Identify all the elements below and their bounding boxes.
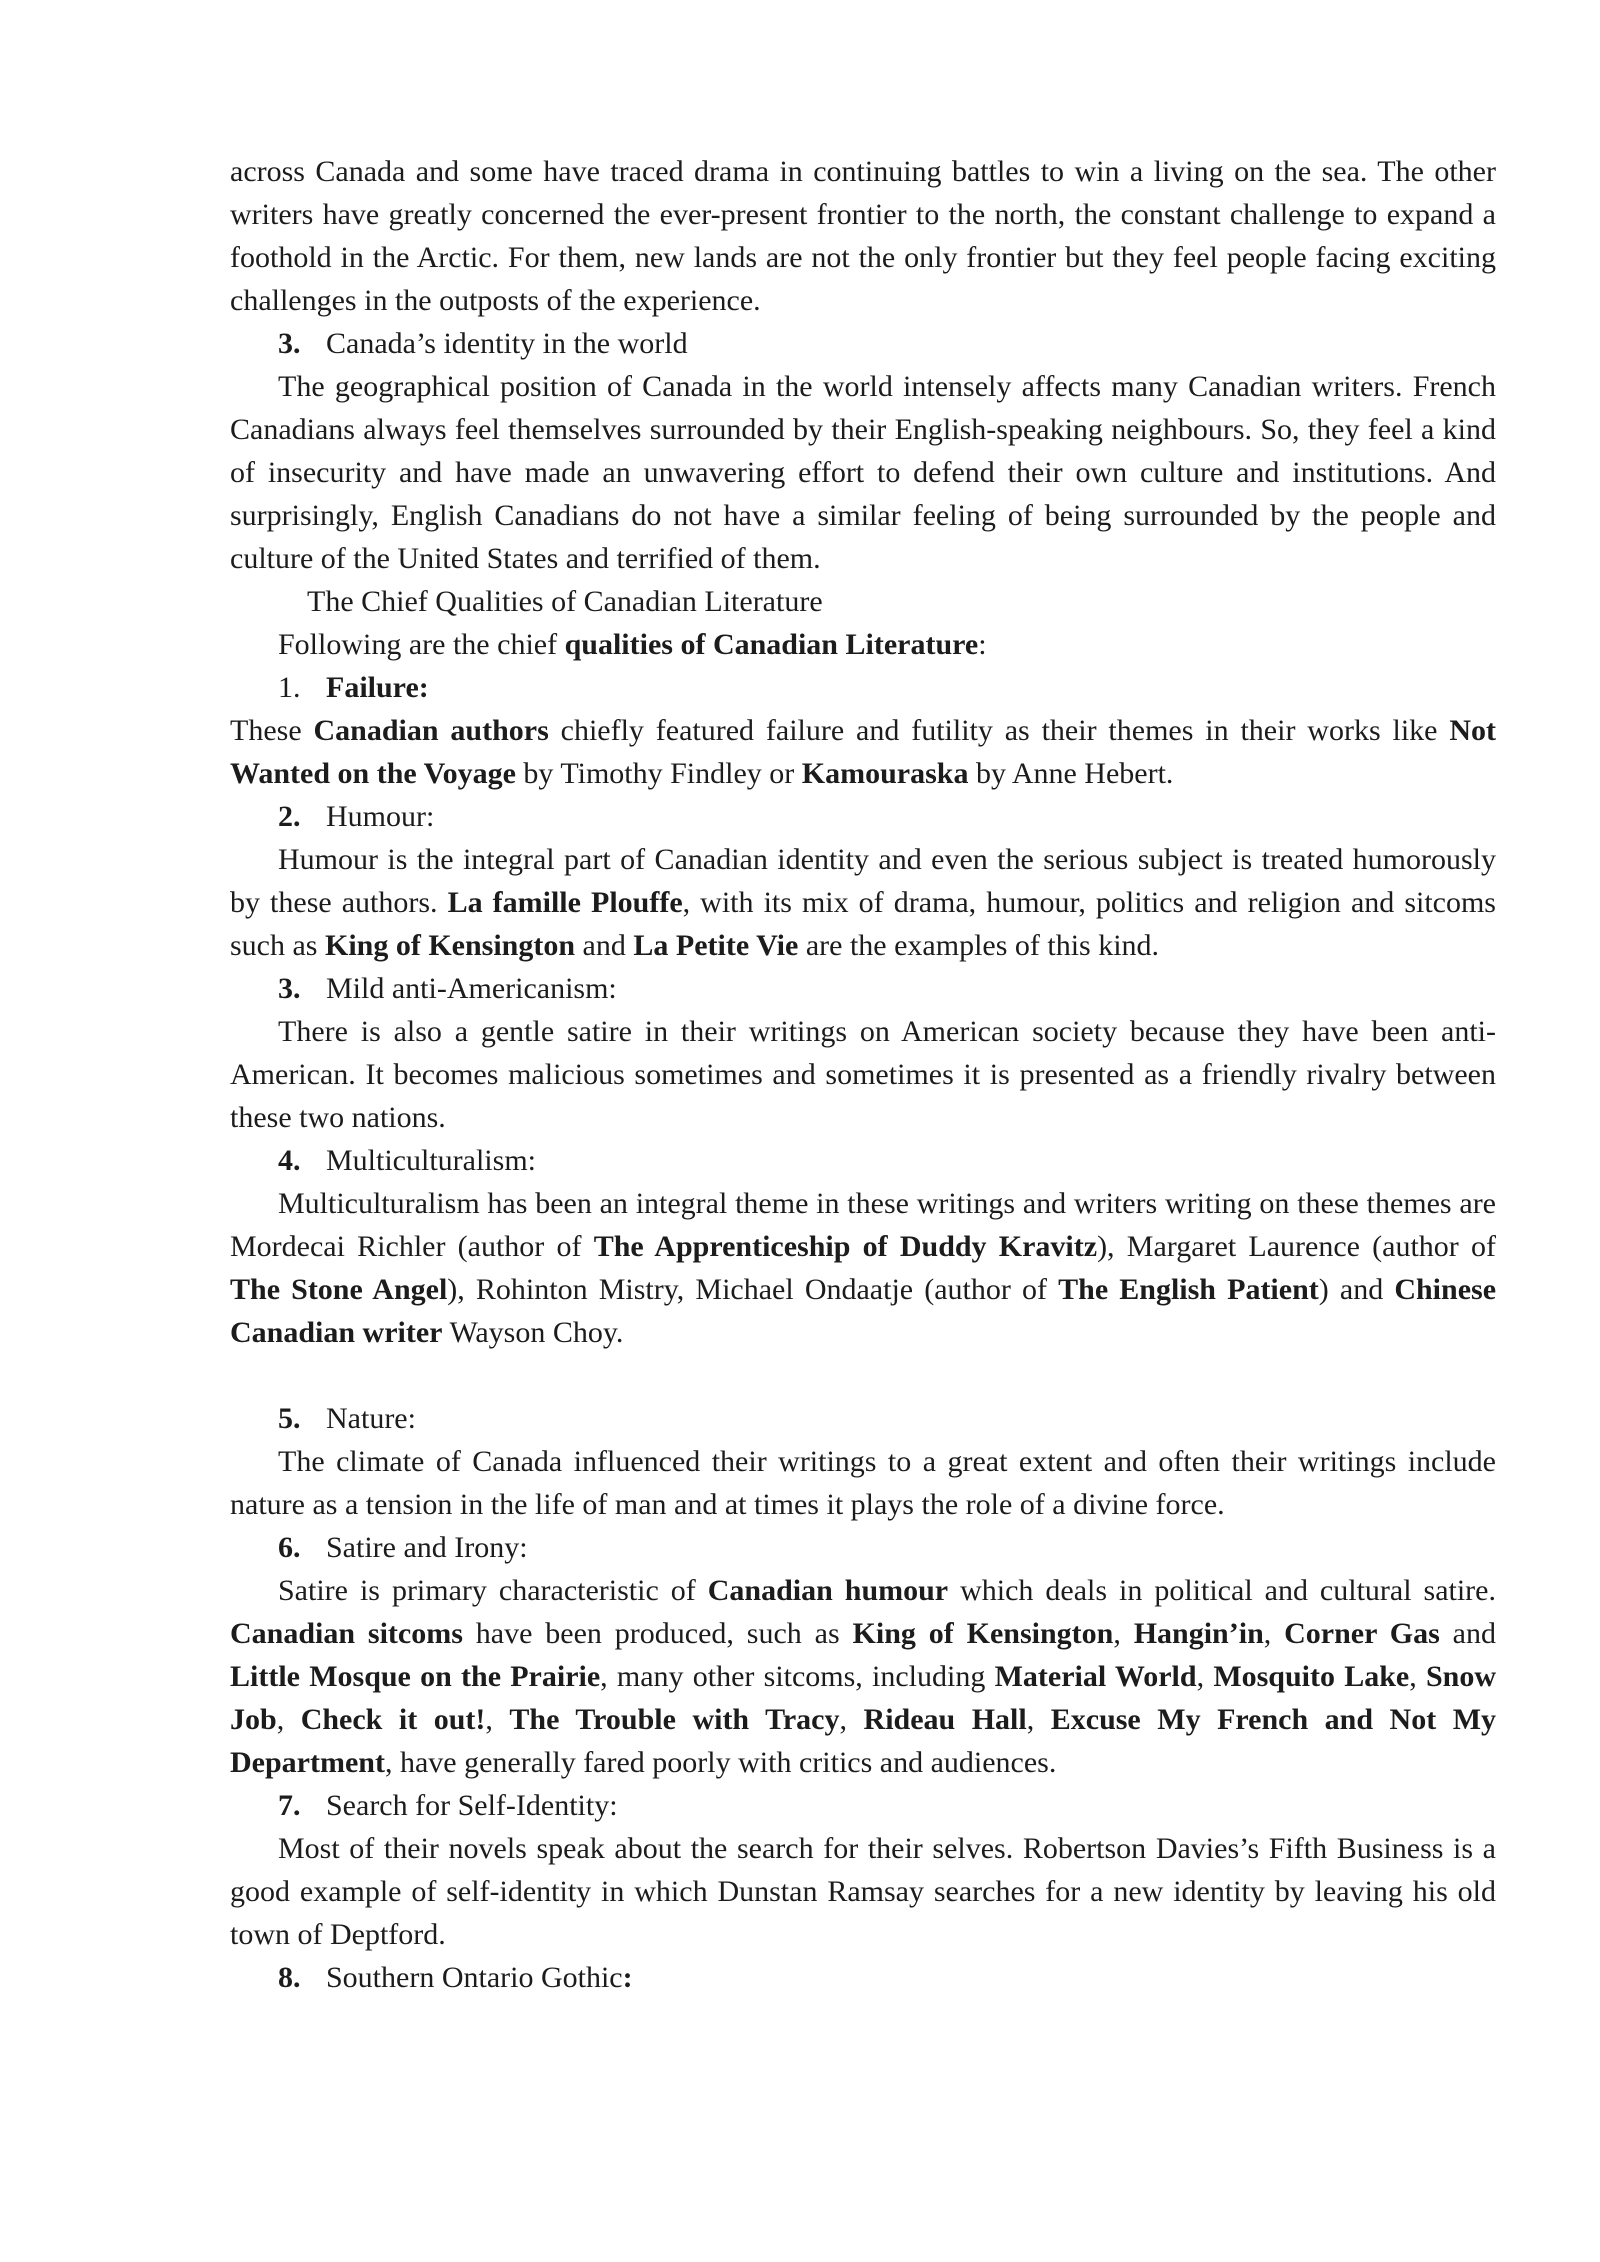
blank-line — [230, 1354, 1496, 1397]
text-run: , — [485, 1703, 510, 1736]
body-paragraph — [230, 1010, 1496, 1139]
bold-text: La famille Plouffe — [447, 886, 683, 919]
bold-text: Material World — [994, 1660, 1197, 1693]
text-run: , — [276, 1703, 301, 1736]
text-run: chiefly featured failure and futility as their themes in their works like — [548, 714, 1450, 747]
bold-text: Canadian authors — [313, 714, 549, 747]
bold-text: King of Kensington — [324, 929, 576, 962]
bold-text: qualities of Canadian Literature — [564, 628, 979, 661]
section-heading — [230, 1397, 1496, 1440]
list-number: 6. — [278, 1531, 301, 1564]
body-paragraph — [230, 1440, 1496, 1526]
bold-text: Corner Gas — [1284, 1617, 1440, 1650]
section-heading — [230, 1139, 1496, 1182]
text-run: , — [839, 1703, 864, 1736]
section-heading-label: Nature: — [326, 1402, 416, 1435]
section-heading-label: Failure: — [326, 671, 429, 704]
text-run: and — [575, 929, 634, 962]
section-heading — [230, 322, 1496, 365]
text-run: , — [1409, 1660, 1426, 1693]
section-heading — [230, 795, 1496, 838]
section-heading-label: Humour: — [326, 800, 435, 833]
text-run: by Anne Hebert. — [968, 757, 1174, 790]
text-run: Multiculturalism has been an integral theme in these writings and writers writing on these themes are Mordecai Richler (author of — [230, 1187, 1496, 1263]
bold-text: Little Mosque on the Prairie — [230, 1660, 601, 1693]
bold-text: The English Patient — [1058, 1273, 1319, 1306]
list-number: 3. — [278, 327, 301, 360]
text-run: , with its mix of drama, humour, politics and religion and sitcoms such as — [230, 886, 1496, 962]
section-title: The Chief Qualities of Canadian Literature — [307, 585, 823, 618]
list-number: 7. — [278, 1789, 301, 1822]
text-run: These — [230, 714, 314, 747]
bold-text: Rideau Hall — [863, 1703, 1027, 1736]
bold-text: The Trouble with Tracy — [509, 1703, 840, 1736]
section-heading-label: Southern Ontario Gothic — [326, 1961, 623, 1994]
body-paragraph — [230, 1569, 1496, 1784]
list-number: 5. — [278, 1402, 301, 1435]
section-heading — [230, 1526, 1496, 1569]
section-heading-label: Satire and Irony: — [326, 1531, 528, 1564]
text-run: , many other sitcoms, including — [600, 1660, 995, 1693]
text-run: There is also a gentle satire in their writings on American society because they have been anti-American. It becomes malicious sometimes and sometimes it is presented as a friendly rivalry between these two nations. — [230, 1015, 1496, 1134]
body-paragraph — [230, 623, 1496, 666]
text-run: ), Rohinton Mistry, Michael Ondaatje (author of — [447, 1273, 1059, 1306]
bold-text: Kamouraska — [801, 757, 969, 790]
text-run: have been produced, such as — [462, 1617, 853, 1650]
body-paragraph — [230, 150, 1496, 322]
body-paragraph — [230, 709, 1496, 795]
text-run: across Canada and some have traced drama in continuing battles to win a living on the sea. The other writers have greatly concerned the ever-present frontier to the north, the constant challenge to expand a foothold in the Arctic. For them, new lands are not the only frontier but they feel people facing exciting challenges in the outposts of the experience. — [230, 155, 1496, 317]
text-run: which deals in political and cultural satire. — [948, 1574, 1496, 1607]
text-run: Most of their novels speak about the search for their selves. Robertson Davies’s Fifth Business is a good example of self-identity in which Dunstan Ramsay searches for a new identity by leaving his old town of Deptford. — [230, 1832, 1496, 1951]
bold-text: Excuse My French and Not My Department — [230, 1703, 1497, 1779]
section-heading — [230, 967, 1496, 1010]
text-run: Satire is primary characteristic of — [278, 1574, 708, 1607]
bold-text: The Apprenticeship of Duddy Kravitz — [593, 1230, 1098, 1263]
heading-suffix: : — [622, 1961, 633, 1994]
section-heading — [230, 666, 1496, 709]
body-paragraph — [230, 1827, 1496, 1956]
text-run: Humour is the integral part of Canadian identity and even the serious subject is treated humorously by these authors. — [230, 843, 1496, 919]
document-page — [230, 150, 1496, 1999]
section-heading-label: Canada’s identity in the world — [326, 327, 688, 360]
section-heading — [230, 1956, 1496, 1999]
text-run: and — [1439, 1617, 1496, 1650]
text-run: Wayson Choy. — [442, 1316, 624, 1349]
text-run: by Timothy Findley or — [515, 757, 802, 790]
body-paragraph — [230, 1182, 1496, 1354]
text-run: The climate of Canada influenced their writings to a great extent and often their writings include nature as a tension in the life of man and at times it plays the role of a divine force. — [230, 1445, 1496, 1521]
list-number: 3. — [278, 972, 301, 1005]
text-run: , — [1113, 1617, 1134, 1650]
bold-text: The Stone Angel — [230, 1273, 448, 1306]
text-run: , — [1026, 1703, 1051, 1736]
text-run: : — [978, 628, 987, 661]
bold-text: Mosquito Lake — [1213, 1660, 1410, 1693]
text-run: are the examples of this kind. — [798, 929, 1160, 962]
list-number: 8. — [278, 1961, 301, 1994]
list-number: 2. — [278, 800, 301, 833]
text-run: ), Margaret Laurence (author of — [1097, 1230, 1496, 1263]
body-paragraph — [230, 838, 1496, 967]
bold-text: La Petite Vie — [633, 929, 799, 962]
section-heading-label: Multiculturalism: — [326, 1144, 536, 1177]
text-run: ) and — [1318, 1273, 1395, 1306]
bold-text: King of Kensington — [852, 1617, 1114, 1650]
list-number: 4. — [278, 1144, 301, 1177]
text-run: , have generally fared poorly with critics and audiences. — [384, 1746, 1057, 1779]
bold-text: Chinese Canadian writer — [230, 1273, 1497, 1349]
list-number: 1. — [278, 671, 301, 704]
text-run: The geographical position of Canada in the world intensely affects many Canadian writers. French Canadians always feel themselves surrounded by their English-speaking neighbours. So, they feel a kind of insecurity and have made an unwavering effort to defend their own culture and institutions. And surprisingly, English Canadians do not have a similar feeling of being surrounded by the people and culture of the United States and terrified of them. — [230, 370, 1496, 575]
bold-text: Check it out! — [300, 1703, 486, 1736]
text-run: Following are the chief — [278, 628, 565, 661]
section-heading-label: Mild anti-Americanism: — [326, 972, 617, 1005]
body-paragraph — [230, 365, 1496, 580]
text-run: , — [1263, 1617, 1285, 1650]
section-heading-label: Search for Self-Identity: — [326, 1789, 618, 1822]
bold-text: Not Wanted on the Voyage — [230, 714, 1496, 790]
text-run: , — [1196, 1660, 1214, 1693]
bold-text: Canadian humour — [707, 1574, 949, 1607]
section-heading — [230, 1784, 1496, 1827]
bold-text: Snow Job — [230, 1660, 1497, 1736]
bold-text: Canadian sitcoms — [230, 1617, 463, 1650]
bold-text: Hangin’in — [1133, 1617, 1264, 1650]
